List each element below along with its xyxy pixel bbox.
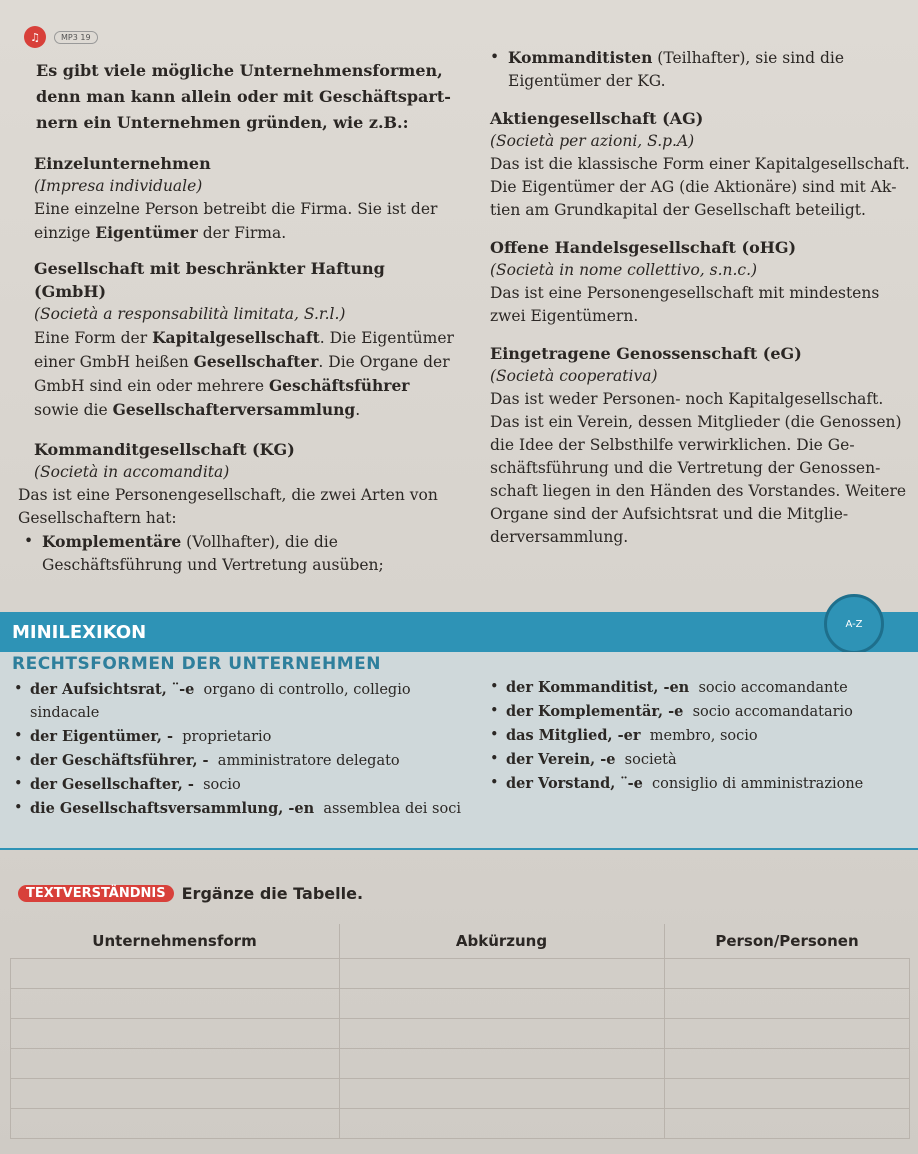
lexicon-entry: • die Gesellschaftsversammlung, -en assemblea dei soci [14,797,464,821]
lexicon-entry: • der Vorstand, ¨-e consiglio di amministrazione [490,772,910,796]
exercise-table [10,924,910,1139]
lexicon-entry: • der Kommanditist, -en socio accomandante [490,676,910,700]
table-cell[interactable] [11,1079,340,1109]
exercise-badge: TEXTVERSTÄNDNIS [18,885,174,902]
lexicon-entry: • der Verein, -e società [490,748,910,772]
gmbh-italian: (Società a responsabilità limitata, S.r.l.) [34,305,346,323]
lexicon-left-list [14,678,464,821]
exercise-header [18,884,363,903]
ag-title: Aktiengesellschaft (AG) [490,109,704,128]
gmbh-text: Eine Form der Kapitalgesellschaft. Die Eigentümer einer GmbH heißen Gesellschafter. Die Organe der GmbH sind ein oder mehrere Geschäftsführer sowie die Gesellschafterversammlung. [34,328,454,419]
column-header: Person/Personen [664,924,910,959]
audio-track-label: MP3 19 [54,31,98,44]
dictionary-icon [824,594,884,654]
table-cell[interactable] [339,1109,664,1139]
table-row [11,959,910,989]
intro-text: Es gibt viele mögliche Unternehmensformen, denn man kann allein oder mit Geschäftspartnern ein Unternehmen gründen, wie z.B.: [36,61,451,132]
lexicon-entry: • der Komplementär, -e socio accomandatario [490,700,910,724]
kg-italian: (Società in accomandita) [34,463,230,481]
table-cell[interactable] [11,1109,340,1139]
table-cell[interactable] [664,989,910,1019]
kg-bullet-komplementaere: • Komplementäre (Vollhafter), die die Geschäftsführung und Vertretung ausüben; [24,530,456,577]
kg-bullet-kommanditisten: • Kommanditisten (Teilhafter), sie sind die Eigentümer der KG. [490,46,910,93]
minilexikon-title: MINILEXIKON [12,622,147,643]
table-cell[interactable] [11,1019,340,1049]
einzel-title: Einzelunternehmen [34,154,211,173]
table-cell[interactable] [664,1019,910,1049]
headphones-icon[interactable]: ♫ [24,26,46,48]
table-row [11,1049,910,1079]
exercise-instruction: Ergänze die Tabelle. [181,884,364,903]
dictionary-badge-label: A-Z [845,618,863,630]
table-cell[interactable] [339,1019,664,1049]
lexicon-entry: • der Aufsichtsrat, ¨-e organo di controllo, collegio sindacale [14,678,464,725]
gmbh-title: Gesellschaft mit beschränkter Haftung (GmbH) [34,259,385,301]
eg-italian: (Società cooperativa) [490,367,658,385]
table-cell[interactable] [339,1079,664,1109]
lexicon-right-list [490,676,910,796]
ag-italian: (Società per azioni, S.p.A) [490,132,695,150]
table-cell[interactable] [11,959,340,989]
ohg-italian: (Società in nome collettivo, s.n.c.) [490,261,758,279]
lexicon-entry: • der Gesellschafter, - socio [14,773,464,797]
eg-title: Eingetragene Genossenschaft (eG) [490,344,802,363]
table-cell[interactable] [664,1049,910,1079]
lexicon-entry: • der Geschäftsführer, - amministratore delegato [14,749,464,773]
table-cell[interactable] [11,989,340,1019]
lexicon-entry: • der Eigentümer, - proprietario [14,725,464,749]
table-cell[interactable] [664,1079,910,1109]
minilexikon-subtitle: RECHTSFORMEN DER UNTERNEHMEN [12,654,381,674]
table-header-row [11,924,910,959]
einzel-text: Eine einzelne Person betreibt die Firma. Sie ist der einzige Eigentümer der Firma. [34,200,438,242]
left-column [18,58,456,577]
audio-marker[interactable] [24,26,98,48]
lexicon-entry: • das Mitglied, -er membro, socio [490,724,910,748]
einzel-italian: (Impresa individuale) [34,177,203,195]
table-cell[interactable] [11,1049,340,1079]
kg-text: Das ist eine Personengesellschaft, die zwei Arten von Gesellschaftern hat: [18,486,438,527]
kg-title: Kommanditgesellschaft (KG) [34,440,295,459]
column-header: Abkürzung [339,924,664,959]
right-column [490,46,910,549]
ohg-title: Offene Handelsgesellschaft (oHG) [490,238,797,257]
table-cell[interactable] [664,959,910,989]
table-row [11,1019,910,1049]
table-cell[interactable] [339,1049,664,1079]
table-row [11,1079,910,1109]
ohg-text: Das ist eine Personengesellschaft mit mindestens zwei Eigentümern. [490,284,880,325]
column-header: Unternehmensform [11,924,340,959]
table-row [11,989,910,1019]
table-cell[interactable] [664,1109,910,1139]
eg-text: Das ist weder Personen- noch Kapitalgesellschaft. Das ist ein Verein, dessen Mitglieder (die Genossen) die Idee der Selbsthilfe verwirklichen. Die Geschäftsführung und die Vertretung der Genossenschaft liegen in den Händen des Vorstandes. Weitere Organe sind der Aufsichtsrat und die Mitgliederversammlung. [490,390,907,546]
table-cell[interactable] [339,989,664,1019]
ag-text: Das ist die klassische Form einer Kapitalgesellschaft. Die Eigentümer der AG (die Aktionäre) sind mit Aktien am Grundkapital der Gesellschaft beteiligt. [490,155,910,219]
table-row [11,1109,910,1139]
table-cell[interactable] [339,959,664,989]
